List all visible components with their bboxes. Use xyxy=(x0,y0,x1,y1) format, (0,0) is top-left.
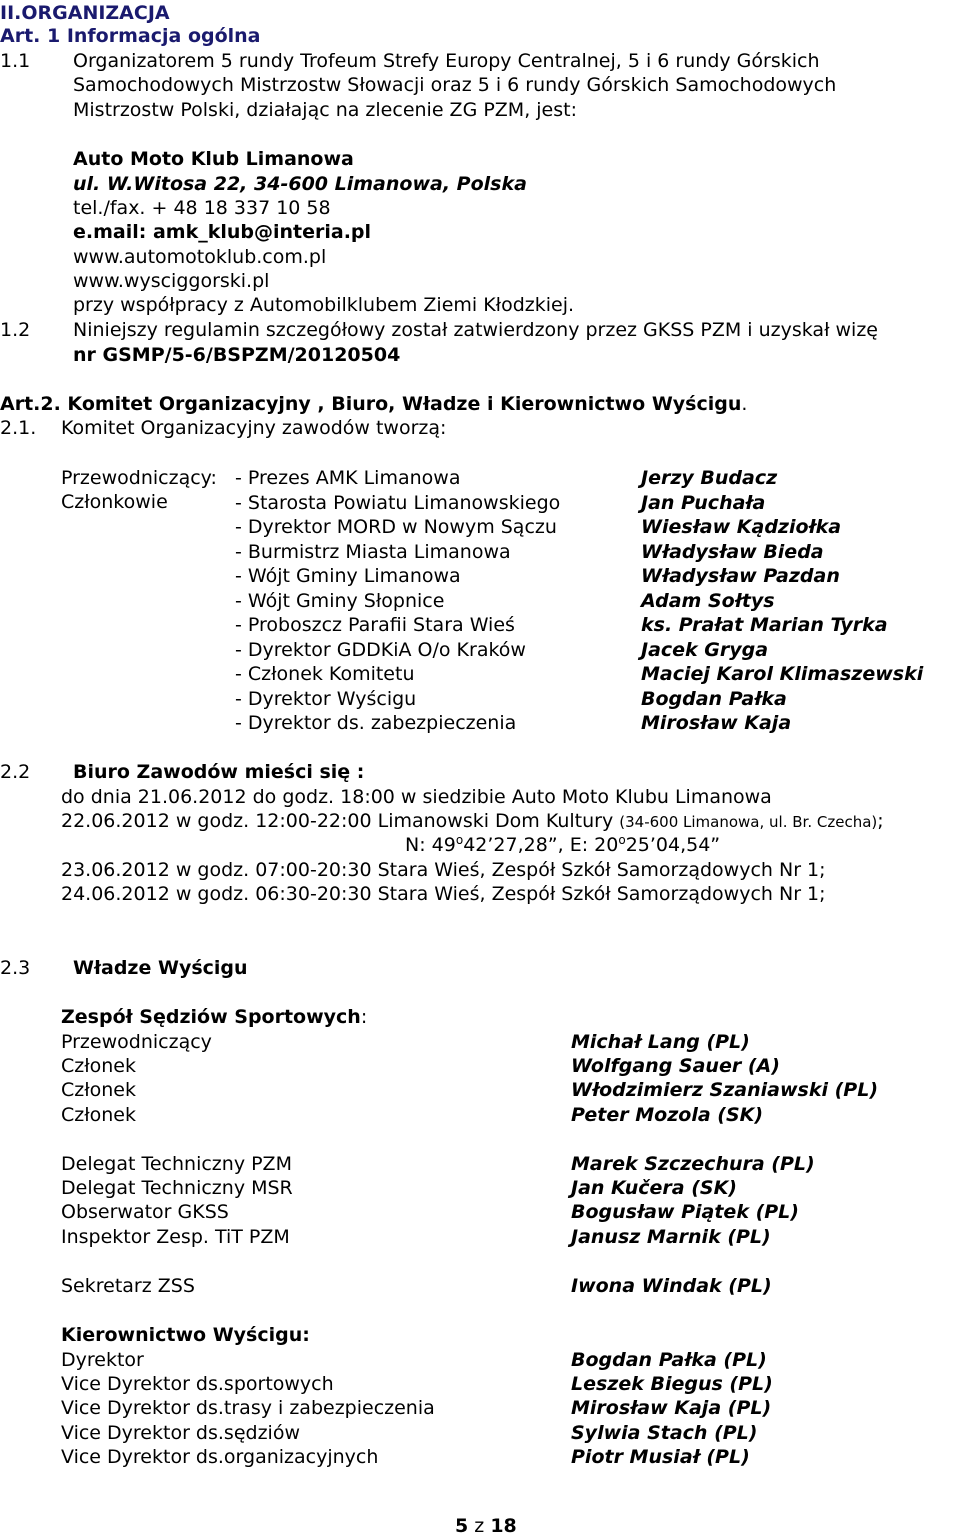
para-line: Komitet Organizacyjny zawodów tworzą: xyxy=(61,417,447,439)
para-number: 1.2 xyxy=(0,319,31,341)
mgmt-role: Vice Dyrektor ds.organizacyjnych xyxy=(61,1446,379,1468)
committee-name: Jan Puchała xyxy=(641,491,766,514)
committee-role: - Dyrektor GDDKiA O/o Kraków xyxy=(235,638,526,661)
coord-lon: 25’04,54” xyxy=(625,834,721,856)
mgmt-name: Piotr Musiał (PL) xyxy=(571,1446,750,1468)
page-sep: z xyxy=(474,1515,485,1537)
office-line: 23.06.2012 w godz. 07:00-20:30 Stara Wieś, Zespół Szkół Samorządowych Nr 1; xyxy=(61,859,826,881)
page-current: 5 xyxy=(455,1515,469,1537)
authorities-title: Władze Wyścigu xyxy=(73,957,248,979)
committee-role: - Dyrektor ds. zabezpieczenia xyxy=(235,712,517,734)
degree-sign: o xyxy=(618,833,626,847)
official-name: Jan Kučera (SK) xyxy=(571,1177,737,1199)
committee-name: Adam Sołtys xyxy=(641,589,775,612)
official-role: Obserwator GKSS xyxy=(61,1201,229,1223)
official-role: Delegat Techniczny PZM xyxy=(61,1153,292,1175)
art1-title: Art. 1 Informacja ogólna xyxy=(0,25,261,47)
committee-role: - Dyrektor MORD w Nowym Sączu xyxy=(235,516,557,538)
para-number: 2.1. xyxy=(0,417,37,439)
office-address: (34-600 Limanowa, ul. Br. Czecha) xyxy=(619,813,878,831)
committee-name: Maciej Karol Klimaszewski xyxy=(641,663,924,685)
judge-name: Włodzimierz Szaniawski (PL) xyxy=(571,1079,878,1101)
mgmt-role: Vice Dyrektor ds.trasy i zabezpieczenia xyxy=(61,1397,435,1419)
coord-lat: N: 49 xyxy=(405,834,456,856)
official-role: Delegat Techniczny MSR xyxy=(61,1177,293,1199)
official-name: Bogusław Piątek (PL) xyxy=(571,1201,799,1223)
committee-role: - Wójt Gminy Limanowa xyxy=(235,565,461,587)
committee-role: - Prezes AMK Limanowa xyxy=(235,467,461,489)
judges-heading-colon: : xyxy=(360,1006,368,1028)
para-line: Niniejszy regulamin szczegółowy został zatwierdzony przez GKSS PZM i uzyskał wizę xyxy=(73,319,878,341)
office-semicolon: ; xyxy=(877,810,884,832)
office-line: 24.06.2012 w godz. 06:30-20:30 Stara Wieś, Zespół Szkół Samorządowych Nr 1; xyxy=(61,883,826,905)
org-www-link: www.automotoklub.com.pl xyxy=(73,246,327,268)
judge-role: Członek xyxy=(61,1104,136,1126)
judge-role: Przewodniczący xyxy=(61,1031,212,1053)
judge-name: Peter Mozola (SK) xyxy=(571,1104,764,1126)
committee-label: Członkowie xyxy=(61,491,168,513)
mgmt-role: Dyrektor xyxy=(61,1349,144,1371)
para-line: Samochodowych Mistrzostw Słowacji oraz 5 i 6 rundy Górskich Samochodowych xyxy=(73,74,837,96)
office-line: do dnia 21.06.2012 do godz. 18:00 w siedzibie Auto Moto Klubu Limanowa xyxy=(61,786,772,808)
office-line-text: 22.06.2012 w godz. 12:00-22:00 Limanowski Dom Kultury xyxy=(61,810,614,832)
visa-number: nr GSMP/5-6/BSPZM/20120504 xyxy=(73,344,401,366)
org-name: Auto Moto Klub Limanowa xyxy=(73,148,354,170)
page-total: 18 xyxy=(490,1515,517,1537)
art2-title-text: Art.2. Komitet Organizacyjny , Biuro, Władze i Kierownictwo Wyścigu xyxy=(0,393,742,415)
org-address: ul. W.Witosa 22, 34-600 Limanowa, Polska xyxy=(73,173,527,195)
art2-title-dot: . xyxy=(741,393,748,415)
committee-name: Bogdan Pałka xyxy=(641,687,787,710)
judge-name: Michał Lang (PL) xyxy=(571,1031,750,1053)
committee-role: - Starosta Powiatu Limanowskiego xyxy=(235,491,561,514)
office-coordinates xyxy=(405,833,720,857)
office-line xyxy=(61,809,884,834)
secretary-name: Iwona Windak (PL) xyxy=(571,1275,772,1297)
secretary-role: Sekretarz ZSS xyxy=(61,1275,195,1297)
committee-name: Jacek Gryga xyxy=(641,638,769,661)
official-name: Janusz Marnik (PL) xyxy=(571,1226,771,1248)
committee-name: Wiesław Kądziołka xyxy=(641,516,842,538)
committee-label: Przewodniczący: xyxy=(61,467,217,489)
judges-heading-text: Zespół Sędziów Sportowych xyxy=(61,1006,361,1028)
committee-name: ks. Prałat Marian Tyrka xyxy=(641,614,888,636)
mgmt-role: Vice Dyrektor ds.sędziów xyxy=(61,1422,300,1444)
committee-role: - Burmistrz Miasta Limanowa xyxy=(235,540,511,563)
official-role: Inspektor Zesp. TiT PZM xyxy=(61,1226,290,1248)
official-name: Marek Szczechura (PL) xyxy=(571,1153,815,1175)
art2-title xyxy=(0,392,747,416)
committee-name: Władysław Pazdan xyxy=(641,565,840,587)
mgmt-role: Vice Dyrektor ds.sportowych xyxy=(61,1373,334,1395)
mgmt-name: Leszek Biegus (PL) xyxy=(571,1373,773,1395)
mgmt-name: Mirosław Kaja (PL) xyxy=(571,1397,772,1419)
page-number xyxy=(455,1514,517,1538)
org-email: e.mail: amk_klub@interia.pl xyxy=(73,221,372,243)
org-coop: przy współpracy z Automobilklubem Ziemi Kłodzkiej. xyxy=(73,294,575,316)
judge-name: Wolfgang Sauer (A) xyxy=(571,1055,780,1077)
para-number: 1.1 xyxy=(0,50,31,72)
para-number: 2.2 xyxy=(0,761,31,783)
mgmt-heading: Kierownictwo Wyścigu: xyxy=(61,1324,310,1346)
coord-mid: 42’27,28”, E: 20 xyxy=(463,834,619,856)
para-line: Mistrzostw Polski, działając na zlecenie ZG PZM, jest: xyxy=(73,99,578,121)
degree-sign: o xyxy=(455,833,464,847)
para-number: 2.3 xyxy=(0,957,31,979)
mgmt-name: Sylwia Stach (PL) xyxy=(571,1422,758,1444)
committee-role: - Proboszcz Parafii Stara Wieś xyxy=(235,614,515,636)
committee-name: Władysław Bieda xyxy=(641,540,824,563)
para-line: Organizatorem 5 rundy Trofeum Strefy Europy Centralnej, 5 i 6 rundy Górskich xyxy=(73,50,820,72)
judge-role: Członek xyxy=(61,1079,136,1101)
judge-role: Członek xyxy=(61,1055,136,1077)
mgmt-name: Bogdan Pałka (PL) xyxy=(571,1349,767,1371)
committee-name: Jerzy Budacz xyxy=(641,467,778,489)
section-title: II.ORGANIZACJA xyxy=(0,2,170,24)
committee-name: Mirosław Kaja xyxy=(641,712,792,734)
committee-role: - Wójt Gminy Słopnice xyxy=(235,589,445,612)
office-title: Biuro Zawodów mieści się : xyxy=(73,761,365,783)
committee-role: - Członek Komitetu xyxy=(235,663,415,685)
committee-role: - Dyrektor Wyścigu xyxy=(235,687,417,710)
judges-heading xyxy=(61,1005,367,1029)
org-tel: tel./fax. + 48 18 337 10 58 xyxy=(73,197,331,219)
org-www-link: www.wysciggorski.pl xyxy=(73,270,270,292)
